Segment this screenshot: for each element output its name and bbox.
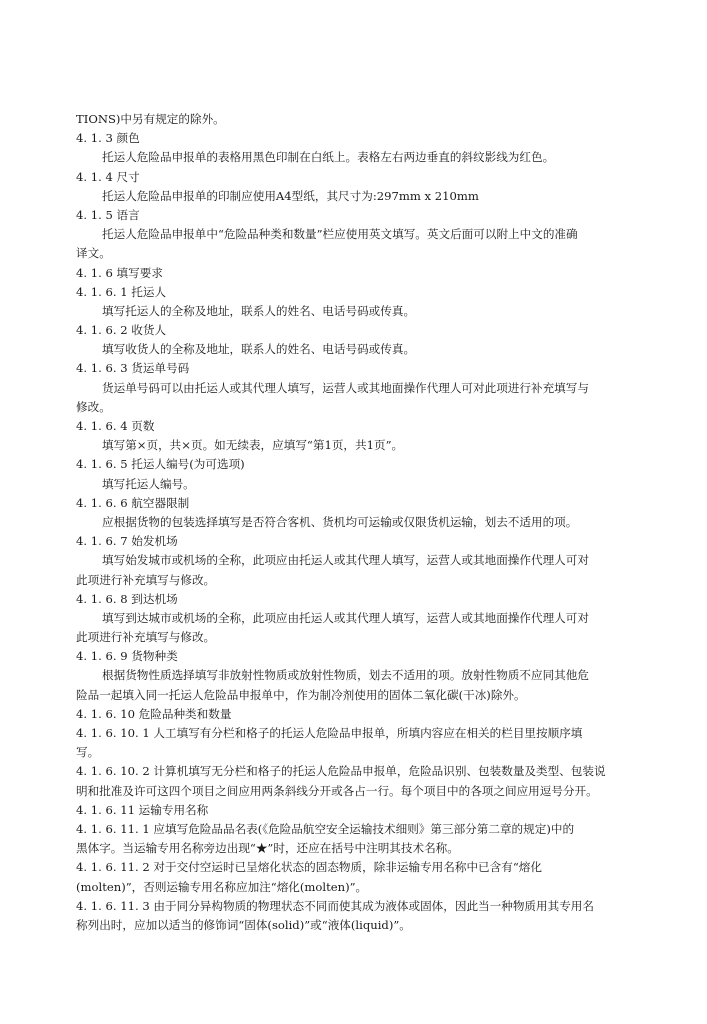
section-heading-4-1-4: 4. 1. 4 尺寸 <box>76 169 140 184</box>
paragraph-line: (molten)”，否则运输专用名称应加注“熔化(molten)”。 <box>76 879 368 894</box>
paragraph-line: 4. 1. 6. 11. 1 应填写危险品品名表(《危险品航空安全运输技术细则》第三部分第二章的规定)中的 <box>76 821 575 836</box>
section-heading-4-1-6-4: 4. 1. 6. 4 页数 <box>76 419 155 433</box>
paragraph-line: 填写收货人的全称及地址，联系人的姓名、电话号码或传真。 <box>102 342 416 357</box>
section-heading-4-1-6-5: 4. 1. 6. 5 托运人编号(为可选项) <box>76 457 245 472</box>
paragraph-line: 应根据货物的包装选择填写是否符合客机、货机均可运输或仅限货机运输，划去不适用的项。 <box>102 514 578 529</box>
paragraph-line: 填写托运人的全称及地址，联系人的姓名、电话号码或传真。 <box>102 303 416 318</box>
paragraph-line: 黑体字。当运输专用名称旁边出现“★”时，还应在括号中注明其技术名称。 <box>76 841 459 856</box>
document-body <box>76 110 644 935</box>
section-heading-4-1-6-6: 4. 1. 6. 6 航空器限制 <box>76 495 190 510</box>
section-heading-4-1-5: 4. 1. 5 语言 <box>76 207 140 222</box>
section-heading-4-1-6-2: 4. 1. 6. 2 收货人 <box>76 323 167 338</box>
section-heading-4-1-6-1: 4. 1. 6. 1 托运人 <box>76 284 167 299</box>
paragraph-line: 填写第×页，共×页。如无续表，应填写“第1页，共1页”。 <box>102 438 404 453</box>
section-heading-4-1-6-8: 4. 1. 6. 8 到达机场 <box>76 591 178 606</box>
paragraph-line: TIONS)中另有规定的除外。 <box>76 112 225 126</box>
section-heading-4-1-6-7: 4. 1. 6. 7 始发机场 <box>76 534 178 549</box>
section-heading-4-1-6-10: 4. 1. 6. 10 危险品种类和数量 <box>76 706 232 721</box>
paragraph-line: 托运人危险品申报单的表格用黑色印制在白纸上。表格左右两边垂直的斜纹影线为红色。 <box>102 150 555 165</box>
paragraph-line: 4. 1. 6. 11. 3 由于同分异构物质的物理状态不同而使其成为液体或固体，因此当一种物质用其专用名 <box>76 898 594 913</box>
paragraph-line: 填写到达城市或机场的全称，此项应由托运人或其代理人填写，运营人或其地面操作代理人可对 <box>102 610 589 625</box>
section-heading-4-1-6: 4. 1. 6 填写要求 <box>76 265 163 280</box>
paragraph-line: 明和批准及许可这四个项目之间应用两条斜线分开或各占一行。每个项目中的各项之间应用逗号分开。 <box>76 783 598 798</box>
paragraph-line: 填写托运人编号。 <box>102 476 195 491</box>
section-heading-4-1-6-3: 4. 1. 6. 3 货运单号码 <box>76 361 190 376</box>
paragraph-line: 货运单号码可以由托运人或其代理人填写，运营人或其地面操作代理人可对此项进行补充填写与 <box>102 380 589 395</box>
paragraph-line: 4. 1. 6. 11. 2 对于交付空运时已呈熔化状态的固态物质，除非运输专用名称中已含有“熔化 <box>76 860 542 875</box>
paragraph-line: 险品一起填入同一托运人危险品申报单中，作为制冷剂使用的固体二氧化碳(干冰)除外。 <box>76 687 526 702</box>
section-heading-4-1-6-11: 4. 1. 6. 11 运输专用名称 <box>76 802 209 817</box>
paragraph-line: 4. 1. 6. 10. 1 人工填写有分栏和格子的托运人危险品申报单，所填内容应在相关的栏目里按顺序填 <box>76 726 583 740</box>
paragraph-line: 根据货物性质选择填写非放射性物质或放射性物质，划去不适用的项。放射性物质不应同其他危 <box>102 668 589 683</box>
section-heading-4-1-3: 4. 1. 3 颜色 <box>76 131 140 146</box>
paragraph-line: 译文。 <box>76 246 111 261</box>
paragraph-line: 修改。 <box>76 399 111 414</box>
section-heading-4-1-6-9: 4. 1. 6. 9 货物种类 <box>76 649 178 664</box>
paragraph-line: 称列出时，应加以适当的修饰词“固体(solid)”或“液体(liquid)”。 <box>76 917 411 932</box>
paragraph-line: 4. 1. 6. 10. 2 计算机填写无分栏和格子的托运人危险品申报单，危险品识别、包装数量及类型、包装说 <box>76 764 606 779</box>
paragraph-line: 托运人危险品申报单的印制应使用A4型纸，其尺寸为:297mm x 210mm <box>102 188 479 203</box>
paragraph-line: 此项进行补充填写与修改。 <box>76 572 216 587</box>
paragraph-line: 写。 <box>76 745 100 760</box>
paragraph-line: 填写始发城市或机场的全称，此项应由托运人或其代理人填写，运营人或其地面操作代理人可对 <box>102 553 589 568</box>
paragraph-line: 此项进行补充填写与修改。 <box>76 630 216 645</box>
paragraph-line: 托运人危险品申报单中“危险品种类和数量”栏应使用英文填写。英文后面可以附上中文的准确 <box>102 227 578 242</box>
